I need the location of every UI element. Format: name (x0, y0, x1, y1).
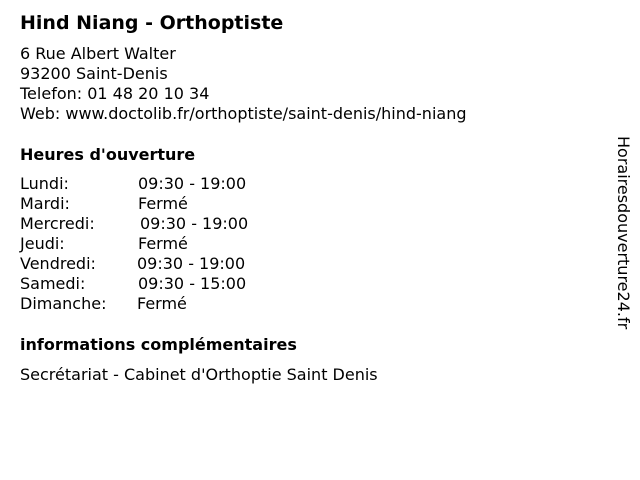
hours-row-wednesday (20, 214, 320, 234)
hours-value: 09:30 - 19:00 (140, 214, 249, 233)
hours-row-saturday (20, 274, 320, 294)
additional-info-heading: informations complémentaires (20, 335, 297, 354)
hours-value: Fermé (138, 194, 188, 213)
hours-row-sunday (20, 294, 320, 314)
hours-row-tuesday (20, 194, 320, 214)
hours-value: Fermé (137, 294, 187, 313)
day-label: Samedi: (20, 274, 86, 293)
contact-block (20, 44, 467, 124)
hours-value: 09:30 - 19:00 (138, 174, 247, 193)
day-label: Jeudi: (20, 234, 65, 253)
watermark: Horairesdouverture24.fr (614, 136, 633, 330)
hours-row-friday (20, 254, 320, 274)
day-label: Dimanche: (20, 294, 107, 313)
page-title: Hind Niang - Orthoptiste (20, 12, 284, 34)
address-street: 6 Rue Albert Walter (20, 44, 176, 63)
hours-row-thursday (20, 234, 320, 254)
hours-value: 09:30 - 19:00 (137, 254, 246, 273)
phone-number: Telefon: 01 48 20 10 34 (20, 84, 210, 103)
day-label: Lundi: (20, 174, 69, 193)
hours-value: 09:30 - 15:00 (138, 274, 247, 293)
address-city: 93200 Saint-Denis (20, 64, 168, 83)
day-label: Mardi: (20, 194, 70, 213)
hours-row-monday (20, 174, 320, 194)
additional-info-text: Secrétariat - Cabinet d'Orthoptie Saint Denis (20, 365, 378, 384)
opening-hours-table (20, 174, 320, 314)
website: Web: www.doctolib.fr/orthoptiste/saint-denis/hind-niang (20, 104, 467, 123)
opening-hours-heading: Heures d'ouverture (20, 145, 196, 164)
day-label: Vendredi: (20, 254, 96, 273)
day-label: Mercredi: (20, 214, 95, 233)
hours-value: Fermé (138, 234, 188, 253)
